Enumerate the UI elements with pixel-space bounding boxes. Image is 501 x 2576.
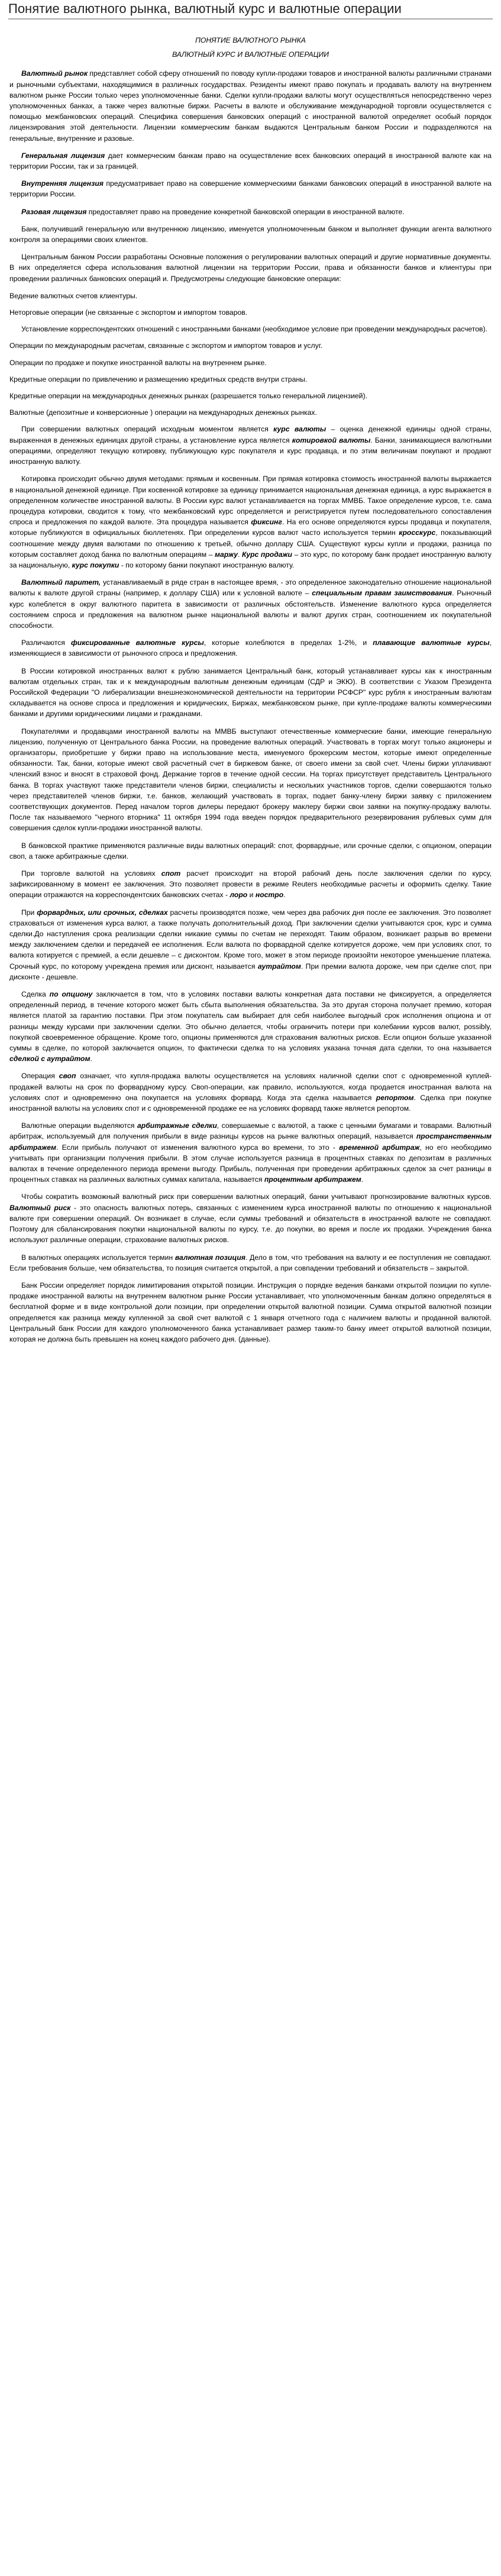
term: валютная позиция [174,1253,245,1262]
heading-2: ВАЛЮТНЫЙ КУРС И ВАЛЮТНЫЕ ОПЕРАЦИИ [172,50,329,59]
list-item: Неторговые операции (не связанные с экспортом и импортом товаров. [9,308,248,317]
paragraph: При совершении валютных операций исходным моментом является курс валюты – оценка денежной единицы одной страны, выраженная в денежных единицах другой страны, а установление курса является котировкой валюты. Банки, занимающиеся валютными операциями, определяют текущую котировку, публикующую курс покупателя и курс продавца, и по этим величинам покупают и продают иностранную валюту. [9,425,492,466]
term: Валютный рынок [21,69,88,78]
term: фиксированные валютные курсы [70,639,204,647]
term: плавающие валютные курсы [373,639,490,647]
term: лоро [230,891,248,899]
paragraph: Покупателями и продавцами иностранной валюты на ММВБ выступают отечественные коммерческие банки, имеющие генеральную лицензию, полученную от Центрального банка России, на проведение валютных операций. Участвовать в торгах могут только акционеры и организаторы, приобретшие у биржи право на использование места, именуемого брокерским местом, которые имеют определенные обязанности. Так, банки, которые имеют свой расчетный счет в биржевом банке, от своего имени за свой счет. Члены биржи уплачивают членский взнос и вносят в страховой фонд. Держание торгов в течение одной сессии. На торгах присутствует представитель Центрального банка. В торгах участвуют также представители членов биржи, специалисты и нескольких участников торгов, сделки совершаются только через представителей членов биржи, т.е. банков, желающий участвовать в торгах, подает банку-члену биржи заявку с приложением соответствующих документов. Перед началом торгов дилеры передают брокеру маклеру биржи свои заявки на покупку-продажу валюты. После так называемого "черного вторника" 11 октября 1994 года введен порядок предварительного резервирования рублевых сумм для совершения сделок купли-продажи иностранной валюты. [9,727,492,833]
paragraph: Чтобы сократить возможный валютный риск при совершении валютных операций, банки учитывают прогнозирование валютных курсов. Валютный риск - это опасность валютных потерь, связанных с изменением курса иностранной валюты по отношению к национальной валюте при совершении операций. Он возникает в случае, если суммы требований и обязательств в иностранной валюте не совпадают. Поэтому для сбалансирования покупки национальной валюты по курсу, т.е. до покупки, во время и после их продажи. Учреждения банка используют различные операции, страхование валютных рисков. [9,1192,492,1245]
term: по опциону [49,990,93,999]
term: Внутренняя лицензия [21,179,104,188]
term: специальным правам заимствования [312,589,452,598]
list-item: Операции по международным расчетам, связанные с экспортом и импортом товаров и услуг. [9,341,323,350]
paragraph [9,150,492,172]
paragraph: В России котировкой иностранных валют к рублю занимается Центральный банк, который устанавливает курсы как к иностранным валютам отдельных стран, так и к международным валютным денежным единицам (СДР и ЭКЮ). В соответствии с Указом Президента Российской Федерации "О либерализации внешнеэкономической деятельности на территории РСФСР" курс рубля к иностранным валютам складывается на основе спроса и предложения и юридических, Биржах, межбанковском рынке, при купле-продаже валюты коммерческими банками и другими юридическими лицами и гражданами. [9,666,492,718]
paragraph: В валютных операциях используется термин валютная позиция. Дело в том, что требования на валюту и ее поступления не совпадают. Если требования больше, чем обязательства, то позиция считается открытой, а при совпадении требований и обязательств – закрытой. [9,1253,492,1272]
term: фиксинг [251,518,282,527]
list-item: Установление корреспондентских отношений с иностранными банками (необходимое условие при проведении международных расчетов). [21,325,487,334]
term: Курс продажи [241,550,292,559]
list-item: Кредитные операции по привлечению и размещению кредитных средств внутри страны. [9,375,308,383]
term: репортом [376,1093,414,1102]
paragraph [9,68,492,143]
term: пространственным арбитражем [9,1132,492,1152]
term: Валютный риск [9,1203,71,1212]
term: форвардных, или срочных, сделках [37,908,168,917]
list-item: Валютные (депозитные и конверсионные ) операции на международных денежных рынках. [9,408,317,417]
paragraph [9,207,492,217]
term: ностро [255,891,284,899]
list-item: Ведение валютных счетов клиентуры. [9,291,138,300]
term: котировкой валюты [292,436,371,444]
operations-list [9,291,492,418]
term: Валютный паритет, [21,578,101,587]
term: Разовая лицензия [21,207,87,216]
term: кросскурс [399,528,436,537]
term: аутрайтом [257,962,301,971]
term: временной арбитраж [339,1143,420,1152]
paragraph: Валютные операции выделяются арбитражные сделки, совершаемые с валютой, а также с ценными бумагами и товарами. Валютный арбитраж, используемый для получения прибыли в виде разницы курсов на рынке валютных операций, называется пространственным арбитражем. Если прибыль получают от изменения валютного курса во времени, то это - временной арбитраж, но его необходимо учитывать при организации получения прибыли. В этом случае используется разница в процентных ставках по депозитам в различных валютах в течение определенного периода времени выгоду. Прибыль, полученная при проведении арбитражных сделок за счет разницы в процентных ставках на различных валютных суммах капитала, называется процентным арбитражем. [9,1121,492,1184]
heading-1: ПОНЯТИЕ ВАЛЮТНОГО РЫНКА [195,36,306,44]
list-item: Кредитные операции на международных денежных рынках (разрешается только генеральной лицензией). [9,392,367,401]
term: спот [161,869,181,878]
paragraph: Котировка происходит обычно двумя методами: прямым и косвенным. При прямая котировка стоимость иностранной валюты выражается в национальной денежной единице. При косвенной котировке за единицу принимается национальная денежная единица, а курс выражается в определенном количестве иностранной валюты. В России курс валют устанавливается на торгах ММВБ. Такое определение курсов, т.е. сама процедура котировки, сводится к тому, что межбанковский курс определяется и регистрируется путем последовательного сопоставления спроса и предложения по каждой валюте. Эта процедура называется фиксинг. На его основе определяются курсы продавца и покупателя, которые публикуются в официальных бюллетенях. При определении курсов валют часто используется термин кросскурс, показывающий соотношение между двумя валютами по отношению к третьей, обычно доллару США. Существуют курсы купли и продажи, разница по которым составляет доход банка по валютным операциям – маржу. Курс продажи – это курс, по которому банк продает иностранную валюту за национальную, курс покупки - по которому банки покупают иностранную валюту. [9,475,492,569]
list-item: Операции по продаже и покупке иностранной валюты на внутреннем рынке. [9,358,267,367]
paragraph [9,178,492,199]
paragraph: При форвардных, или срочных, сделках расчеты производятся позже, чем через два рабочих дня после ее заключения. Это позволяет страховаться от изменения курса валют, а также получать дополнительный доход. При заключении сделки учитываются срок, курс и сумма сделки.До наступления срока реализации сделки никакие суммы по счетам не переходят. Таким образом, возникает разрыв во времени между заключением сделки и передачей ее исполнения. Если валюта по форвардной сделке котируется дороже, чем при условиях спот, то валюта котируется с премией, а если дешевле – с дисконтом. Кроме того, может в этом периоде произойти некоторое уменьшение платежа. Срочный курс, по которому учреждена премия или дисконт, называется аутрайтом. При премии валюта дороже, чем при сделке спот, при дисконте - дешевле. [9,908,492,981]
term: сделкой с аутрайтом [9,1055,90,1063]
paragraph: Банк, получивший генеральную или внутреннюю лицензию, именуется уполномоченным банком и выполняет функции агента валютного контроля за операциями своих клиентов. [9,224,492,244]
term: курс покупки [72,560,119,569]
paragraph-text: дает коммерческим банкам право на осуществление всех банковских операций в иностранной валюте как на территории России, так и за границей. [9,151,492,171]
paragraph-text: представляет собой сферу отношений по поводу купли-продажи товаров и иностранной валюты различными странами и рыночными субъектами, находящимися в различных государствах. Резиденты имеют право покупать и продавать валюту на внутреннем валютном рынке России только через уполномоченные банки. Сделки купли-продажи валюты могут осуществляться непосредственно через уполномоченных банках, а также через валютные биржи. Расчеты в валюте и обслуживание международной торговли осуществляется с помощью межбанковских операций. Специфика совершения банковских операций с иностранной валютой определяет особый порядок лицензирования этой деятельности. Лицензии коммерческим банкам выдаются Центральным банком России и подразделяются на генеральные, внутренние и разовые. [9,69,492,143]
paragraph: Операция своп означает, что купля-продажа валюты осуществляется на условиях наличной сделки спот с одновременной куплей-продажей валюты на срок по форвардному курсу. Своп-операции, как правило, используются, когда продается иностранная валюта на условиях спот и одновременно она покупается на условиях форвард. Когда эта сделка называется репортом. Сделка при покупке иностранной валюты на условиях спот и с одновременной продаже ее на условиях форвард также является репортом. [9,1072,492,1113]
page-title: Понятие валютного рынка, валютный курс и валютные операции [8,0,493,20]
paragraph: При торговле валютой на условиях спот расчет происходит на второй рабочий день после заключения сделки по курсу, зафиксированному в момент ее заключения. Это позволяет провести в режиме Reuters необходимые расчеты и оформить сделку. Такие операции отражаются на корреспондентских банковских счетах - лоро и ностро. [9,869,492,899]
term: арбитражные сделки [137,1121,217,1130]
paragraph: Различаются фиксированные валютные курсы, которые колеблются в пределах 1-2%, и плавающие валютные курсы, изменяющиеся в зависимости от рыночного спроса и предложения. [9,639,492,658]
paragraph-text: предусматривает право на совершение коммерческими банками банковских операций в иностранной валюте на территории России. [9,179,492,199]
paragraph: Центральным банком России разработаны Основные положения о регулировании валютных операций и другие нормативные документы. В них определяется сфера использования валютной лицензии на территории России, права и обязанности банков и клиентуры при проведении различных банковских операций и. Предусмотрены следующие банковские операции: [9,253,492,283]
term: Генеральная лицензия [21,151,105,160]
term: курс валюты [273,425,327,434]
paragraph: Валютный паритет, устанавливаемый в ряде стран в настоящее время, - это определенное законодательно отношение национальной валюты к валюте другой страны (например, к доллару США) или к условной валюте – специальным правам заимствования. Рыночный курс колеблется в округ валютного паритета в зависимости от различных обстоятельств. Изменение валютного курса определяется состоянием спроса и предложения на валютном рынке национальной валюты и валют других стран, соотношением их покупательной способности. [9,578,492,630]
term: процентным арбитражем [264,1175,361,1184]
document-body [8,20,493,1345]
term: своп [59,1072,76,1081]
term: маржу [215,550,238,559]
paragraph-text: предоставляет право на проведение конкретной банковской операции в иностранной валюте. [86,207,405,216]
paragraph: Сделка по опциону заключается в том, что в условиях поставки валюты конкретная дата поставки не фиксируется, а определяется определенный период, в течение которого может быть сбыта выполнения обязательства. За это другая сторона получает премию, которая является платой за гарантию поставки. При этом покупатель сам выбирает для себя наиболее выгодный срок исполнения опциона и от разницы между курсами при заключении сделки. Это обычно делается, чтобы ограничить потери при колебании курсов валют, possibly, покупкой своевременное обращение. Кроме того, опционы применяются для страхования валютных рисков. Если опцион больше указанной суммы в сделке, по которой заключается опцион, то фактически сделка то на условиях указана точная дата сделки, то она называется сделкой с аутрайтом. [9,990,492,1063]
paragraph: Банк России определяет порядок лимитирования открытой позиции. Инструкция о порядке ведения банками открытой позиции по купле-продаже иностранной валюты на внутреннем валютном рынке России устанавливает, что уполномоченным банкам должно определяться в бесплатной форме и в виде контрольной доли позиции, при определении открытой валютной позиции. Сумма открытой валютной позиции определяется как разница между купленной за свой счет валютой с 1 января отчетного года с наличием валюты и проданной валютой. Центральный банк России для каждого уполномоченного банка устанавливает размер таким-то банку имеет открытой валютной позиции, которая не должна быть превышен на конец каждого рабочего дня. (данные). [9,1281,492,1343]
paragraph: В банковской практике применяются различные виды валютных операций: спот, форвардные, или срочные сделки, с опционом, операции своп, а также арбитражные сделки. [9,841,492,860]
